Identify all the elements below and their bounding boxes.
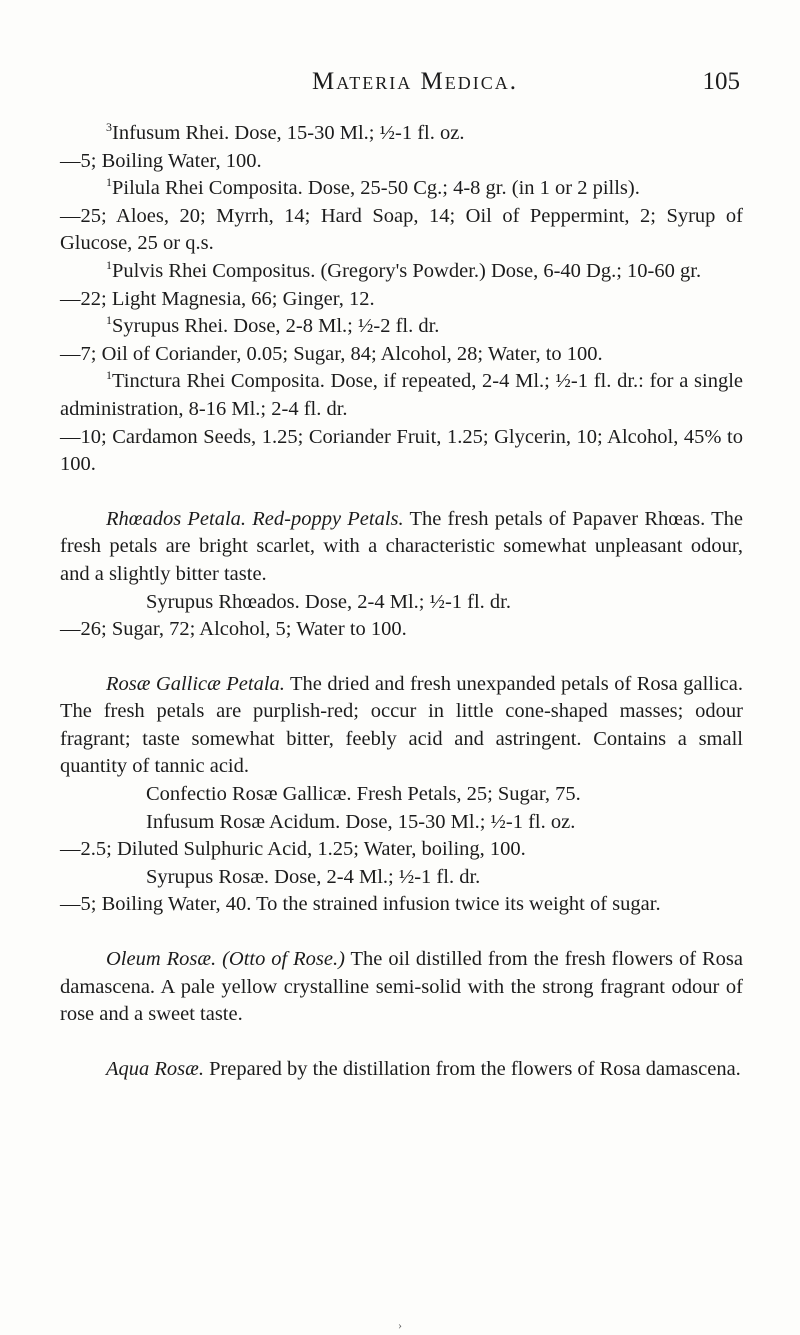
section-heading: Aqua Rosæ. — [106, 1057, 204, 1080]
page-body — [60, 120, 743, 1083]
formula-line: —26; Sugar, 72; Alcohol, 5; Water to 100. — [60, 618, 407, 641]
formula-line: —5; Boiling Water, 100. — [60, 149, 262, 172]
section-aqua-rosae: Aqua Rosæ. Prepared by the distillation from the flowers of Rosa damascena. — [106, 1057, 741, 1080]
entry-pilula-rhei: $^1$Pilula Rhei Composita. Dose, 25-50 Cg.; 4-8 gr. (in 1 or 2 pills). — [106, 175, 640, 200]
section-rosae-gallicae: Rosæ Gallicæ Petala. The dried and fresh unexpanded petals of Rosa gallica. The fresh petals are purplish-red; occur in little cone-shaped masses; odour fragrant; taste somewhat bitter, feebly acid and astringent. Contains a small quantity of tannic acid. — [60, 672, 743, 778]
section-heading: Rhœados Petala. Red-poppy Petals. — [106, 507, 404, 530]
entry-syrupus-rhoeados: Syrupus Rhœados. Dose, 2-4 Ml.; ½-1 fl. dr. — [146, 590, 512, 613]
printer-mark: › — [398, 1318, 402, 1332]
entry-infusum-rosae: Infusum Rosæ Acidum. Dose, 15-30 Ml.; ½-1 fl. oz. — [146, 810, 576, 833]
section-oleum-rosae: Oleum Rosæ. (Otto of Rose.) The oil distilled from the fresh flowers of Rosa damascena. A pale yellow crystalline semi-solid with the strong fragrant odour of rose and a sweet taste. — [60, 948, 743, 1026]
footnote-mark: 1 — [106, 175, 112, 190]
entry-syrupus-rhei: $^1$Syrupus Rhei. Dose, 2-8 Ml.; ½-2 fl. dr. — [106, 313, 440, 338]
entry-tinctura-rhei: $^1$Tinctura Rhei Composita. Dose, if repeated, 2-4 Ml.; ½-1 fl. dr.: for a single administration, 8-16 Ml.; 2-4 fl. dr. — [60, 368, 743, 420]
entry-pulvis-rhei: $^1$Pulvis Rhei Compositus. (Gregory's Powder.) Dose, 6-40 Dg.; 10-60 gr. — [106, 257, 702, 282]
entry-infusum-rhei: $^3$Infusum Rhei. Dose, 15-30 Ml.; ½-1 fl. oz. — [106, 120, 465, 144]
page-number: 105 — [702, 68, 740, 95]
footnote-mark: 3 — [106, 120, 112, 134]
section-heading: Oleum Rosæ. (Otto of Rose.) — [106, 948, 345, 971]
formula-line: —7; Oil of Coriander, 0.05; Sugar, 84; Alcohol, 28; Water, to 100. — [60, 342, 603, 365]
footnote-mark: 1 — [106, 313, 112, 328]
footnote-mark: 1 — [106, 257, 112, 272]
section-rhoeados: Rhœados Petala. Red-poppy Petals. The fresh petals of Papaver Rhœas. The fresh petals are bright scarlet, with a characteristic somewhat unpleasant odour, and a slightly bitter taste. — [60, 507, 743, 585]
entry-confectio-rosae: Confectio Rosæ Gallicæ. Fresh Petals, 25; Sugar, 75. — [146, 783, 581, 806]
entry-syrupus-rosae: Syrupus Rosæ. Dose, 2-4 Ml.; ½-1 fl. dr. — [146, 865, 481, 888]
section-heading: Rosæ Gallicæ Petala. — [106, 672, 285, 695]
formula-line: —5; Boiling Water, 40. To the strained infusion twice its weight of sugar. — [60, 893, 661, 916]
footnote-mark: 1 — [106, 368, 112, 383]
formula-line: —2.5; Diluted Sulphuric Acid, 1.25; Water, boiling, 100. — [60, 838, 526, 861]
formula-line: —10; Cardamon Seeds, 1.25; Coriander Fruit, 1.25; Glycerin, 10; Alcohol, 45% to 100. — [60, 425, 743, 476]
formula-line: —25; Aloes, 20; Myrrh, 14; Hard Soap, 14; Oil of Peppermint, 2; Syrup of Glucose, 25 or q.s. — [60, 204, 743, 255]
formula-line: —22; Light Magnesia, 66; Ginger, 12. — [60, 287, 375, 310]
running-title: Materia Medica. — [312, 68, 518, 95]
